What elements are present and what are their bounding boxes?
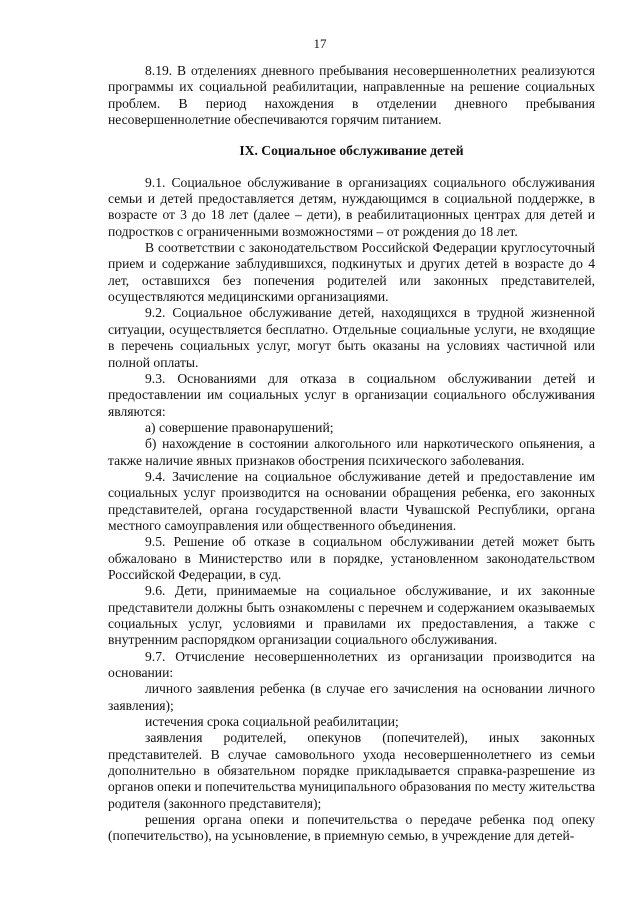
paragraph-9-1-continued: В соответствии с законодательством Российской Федерации круглосуточный прием и содержание заблудившихся, подкинутых и других детей в возрасте до 4 лет, оставшихся без попечения родителей или законных представителей, осуществляются медицинскими организациями. bbox=[108, 240, 595, 305]
list-item-a: а) совершение правонарушений; bbox=[145, 419, 334, 435]
list-item-b: б) нахождение в состоянии алкогольного или наркотического опьянения, а также наличие явных признаков обострения психического заболевания. bbox=[108, 436, 595, 468]
paragraph-9-7: 9.7. Отчисление несовершеннолетних из организации производится на основании: bbox=[108, 648, 595, 681]
list-item-parents-application: заявления родителей, опекунов (попечителей), иных законных представителей. В случае самовольного ухода несовершеннолетнего из семьи дополнительно в обязательном порядке прикладывается справка-разрешение из органов опеки и попечительства муниципального образования по месту жительства родителя (законного представителя); bbox=[108, 730, 595, 811]
paragraph-9-3: 9.3. Основаниями для отказа в социальном обслуживании детей и предоставлении им социальных услуг в организации социального обслуживания являются: bbox=[108, 370, 595, 419]
paragraph-9-1: 9.1. Социальное обслуживание в организациях социального обслуживания семьи и детей предоставляется детям, нуждающимся в социальной поддержке, в возрасте от 3 до 18 лет (далее – дети), в реабилитационных центрах для детей и подростков с ограниченными возможностями – от рождения до 18 лет. bbox=[108, 174, 595, 239]
paragraph-9-4: 9.4. Зачисление на социальное обслуживание детей и предоставление им социальных услуг производится на основании обращения ребенка, его законных представителей, органа государственной власти Чувашской Республики, органа местного самоуправления или общественного объединения. bbox=[108, 468, 595, 533]
paragraph-9-5: 9.5. Решение об отказе в социальном обслуживании детей может быть обжаловано в Министерство или в порядке, установленном законодательством Российской Федерации, в суд. bbox=[108, 534, 595, 582]
list-item-personal-application: личного заявления ребенка (в случае его зачисления на основании личного заявления); bbox=[108, 681, 595, 713]
paragraph-8-19: 8.19. В отделениях дневного пребывания несовершеннолетних реализуются программы их социальной реабилитации, направленные на решение социальных проблем. В период нахождения в отделении дневного пребывания несовершеннолетние обеспечиваются горячим питанием. bbox=[108, 63, 595, 128]
document-body bbox=[108, 63, 595, 845]
list-item-guardianship-decision: решения органа опеки и попечительства о передаче ребенка под опеку (попечительство), на усыновление, в приемную семью, в учреждение для детей- bbox=[108, 812, 595, 844]
paragraph-9-6: 9.6. Дети, принимаемые на социальное обслуживание, и их законные представители должны быть ознакомлены с перечнем и содержанием оказываемых социальных услуг, условиями и правилами их предоставления, а также с внутренним распорядком организации социального обслуживания. bbox=[108, 583, 595, 648]
paragraph-9-2: 9.2. Социальное обслуживание детей, находящихся в трудной жизненной ситуации, осуществляется бесплатно. Отдельные социальные услуги, не входящие в перечень социальных услуг, могут быть оказаны на условиях частичной или полной оплаты. bbox=[108, 305, 595, 370]
section-title: IX. Социальное обслуживание детей bbox=[239, 143, 464, 159]
list-item-rehab-expiry: истечения срока социальной реабилитации; bbox=[145, 714, 399, 730]
page-number: 17 bbox=[313, 36, 327, 51]
